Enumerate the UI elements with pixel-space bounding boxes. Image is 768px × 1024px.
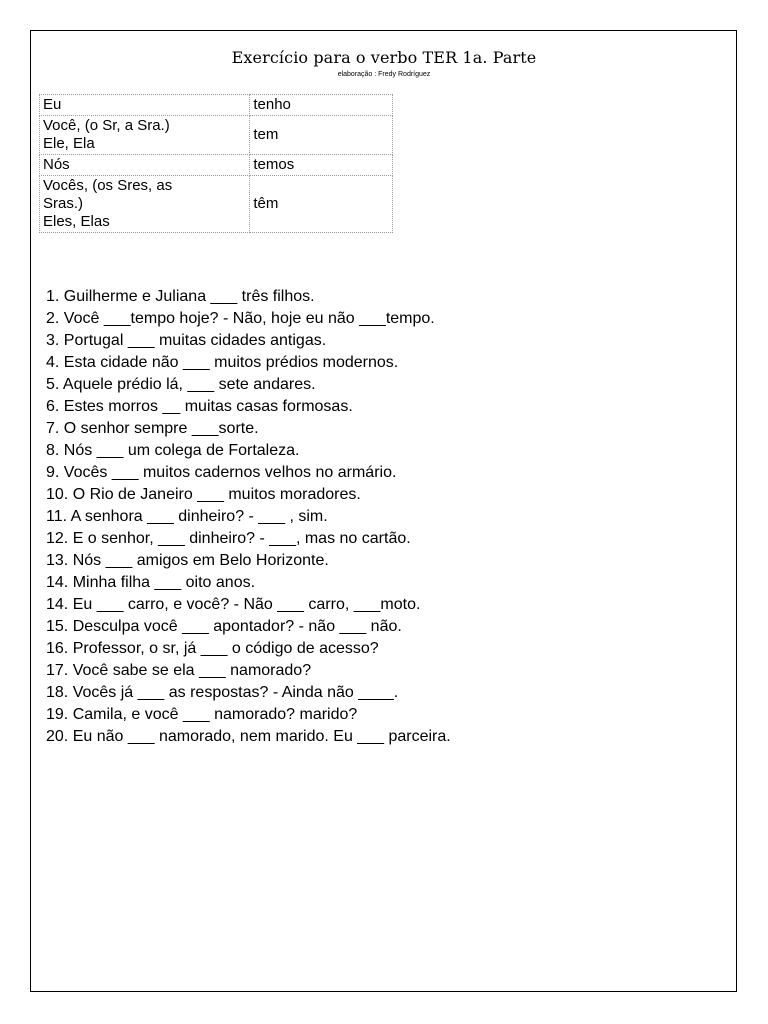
exercise-item: 14. Minha filha ___ oito anos.	[46, 574, 256, 591]
exercise-item: 11. A senhora ___ dinheiro? - ___ , sim.	[46, 508, 328, 525]
pronoun-text: Ele, Ela	[43, 135, 95, 152]
exercise-item: 15. Desculpa você ___ apontador? - não ___ não.	[46, 618, 402, 635]
exercise-item: 5. Aquele prédio lá, ___ sete andares.	[46, 376, 316, 393]
exercise-item: 6. Estes morros __ muitas casas formosas.	[46, 398, 353, 415]
exercise-item: 1. Guilherme e Juliana ___ três filhos.	[46, 288, 315, 305]
verb-form-cell: têm	[250, 176, 393, 233]
exercise-item: 2. Você ___tempo hoje? - Não, hoje eu não ___tempo.	[46, 310, 435, 327]
exercise-item: 8. Nós ___ um colega de Fortaleza.	[46, 442, 300, 459]
conjugation-row	[40, 176, 393, 233]
pronoun-text: Você, (o Sr, a Sra.)	[43, 117, 170, 134]
exercise-item: 4. Esta cidade não ___ muitos prédios modernos.	[46, 354, 399, 371]
exercise-item: 3. Portugal ___ muitas cidades antigas.	[46, 332, 327, 349]
pronoun-cell	[40, 176, 250, 233]
pronoun-text: Eles, Elas	[43, 213, 110, 230]
conjugation-table	[39, 94, 393, 233]
exercise-item: 12. E o senhor, ___ dinheiro? - ___, mas no cartão.	[46, 530, 411, 547]
document-subtitle: elaboração : Fredy Rodríguez	[337, 71, 431, 78]
pronoun-cell	[40, 116, 250, 155]
exercise-item: 16. Professor, o sr, já ___ o código de acesso?	[46, 640, 379, 657]
exercise-item: 17. Você sabe se ela ___ namorado?	[46, 662, 312, 679]
pronoun-text: Sras.)	[43, 195, 84, 212]
exercise-item: 20. Eu não ___ namorado, nem marido. Eu ___ parceira.	[46, 728, 451, 745]
conjugation-row	[40, 95, 393, 116]
pronoun-text: Nós	[43, 156, 70, 173]
exercise-item: 18. Vocês já ___ as respostas? - Ainda não ____.	[46, 684, 399, 701]
exercise-item: 10. O Rio de Janeiro ___ muitos moradores.	[46, 486, 361, 503]
exercise-item: 19. Camila, e você ___ namorado? marido?	[46, 706, 358, 723]
exercise-item: 7. O senhor sempre ___sorte.	[46, 420, 259, 437]
exercise-item: 13. Nós ___ amigos em Belo Horizonte.	[46, 552, 329, 569]
verb-form-cell: temos	[250, 155, 393, 176]
exercise-list	[46, 286, 451, 748]
exercise-item: 9. Vocês ___ muitos cadernos velhos no armário.	[46, 464, 397, 481]
pronoun-text: Vocês, (os Sres, as	[43, 177, 173, 194]
pronoun-cell	[40, 155, 250, 176]
conjugation-row	[40, 116, 393, 155]
document-title: Exercício para o verbo TER 1a. Parte	[231, 48, 537, 67]
pronoun-text: Eu	[43, 96, 62, 113]
verb-form-cell: tenho	[250, 95, 393, 116]
pronoun-cell	[40, 95, 250, 116]
exercise-item: 14. Eu ___ carro, e você? - Não ___ carro, ___moto.	[46, 596, 421, 613]
conjugation-row	[40, 155, 393, 176]
verb-form-cell: tem	[250, 116, 393, 155]
